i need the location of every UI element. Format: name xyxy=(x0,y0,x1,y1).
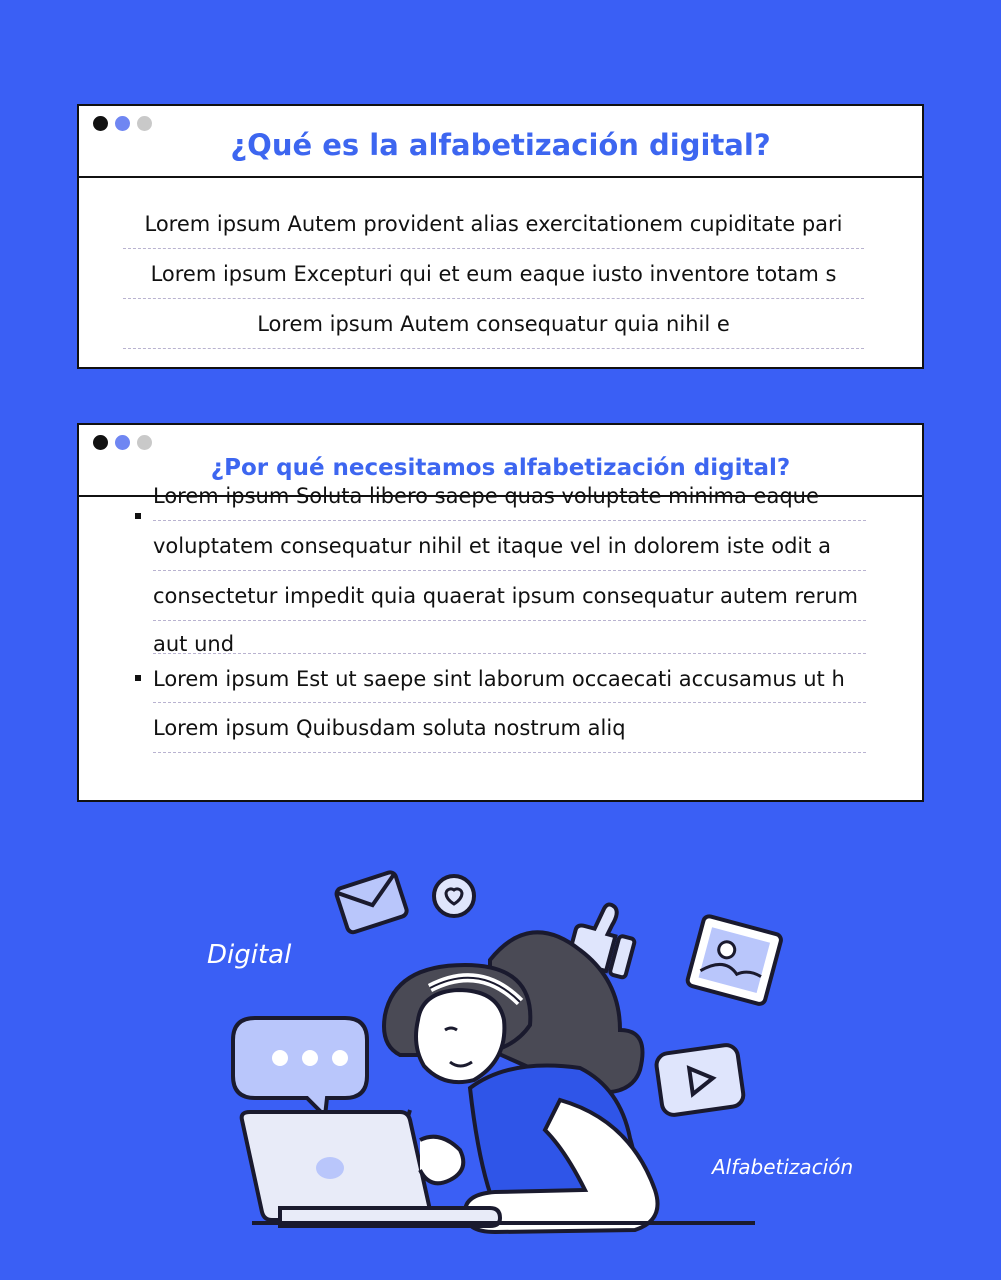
bullet-list xyxy=(123,471,866,753)
list-item-text: Lorem ipsum Soluta libero saepe quas voluptate minima eaque xyxy=(153,471,866,521)
dot-blue-icon xyxy=(115,435,130,450)
heart-icon xyxy=(434,876,474,916)
illustration xyxy=(0,840,1001,1260)
list-item-text: voluptatem consequatur nihil et itaque vel in dolorem iste odit a xyxy=(153,521,866,571)
card-why-need xyxy=(77,423,924,802)
text-line: Lorem ipsum Autem consequatur quia nihil e xyxy=(123,299,864,349)
text-line: Lorem ipsum Excepturi qui et eum eaque iusto inventore totam s xyxy=(123,249,864,299)
chat-bubble-icon xyxy=(233,1018,367,1116)
list-item xyxy=(123,703,866,753)
list-item-text: aut und xyxy=(153,632,235,656)
text-lines xyxy=(123,199,864,349)
card-header xyxy=(79,106,922,178)
image-icon xyxy=(686,915,782,1005)
list-item xyxy=(123,471,866,656)
section-title: ¿Qué es la alfabetización digital? xyxy=(230,128,771,162)
list-item-text: Lorem ipsum Quibusdam soluta nostrum aliq xyxy=(153,703,866,753)
word-alfabetizacion: Alfabetización xyxy=(712,1155,854,1179)
mail-icon xyxy=(335,871,408,934)
text-line: Lorem ipsum Autem provident alias exercitationem cupiditate pari xyxy=(123,199,864,249)
bullet-icon xyxy=(135,513,141,519)
list-item-text: Lorem ipsum Est ut saepe sint laborum occaecati accusamus ut h xyxy=(153,653,866,703)
dot-gray-icon xyxy=(137,435,152,450)
list-item-text: consectetur impedit quia quaerat ipsum consequatur autem rerum xyxy=(153,571,866,621)
list-item xyxy=(123,653,866,703)
card-what-is xyxy=(77,104,924,369)
play-icon xyxy=(655,1044,745,1117)
list-viewport xyxy=(79,484,922,800)
word-digital: Digital xyxy=(207,940,292,970)
dot-black-icon xyxy=(93,435,108,450)
bullet-icon xyxy=(135,675,141,681)
section-title: ¿Por qué necesitamos alfabetización digital? xyxy=(210,455,791,481)
window-dots xyxy=(93,435,152,450)
laptop-icon xyxy=(242,1112,500,1226)
